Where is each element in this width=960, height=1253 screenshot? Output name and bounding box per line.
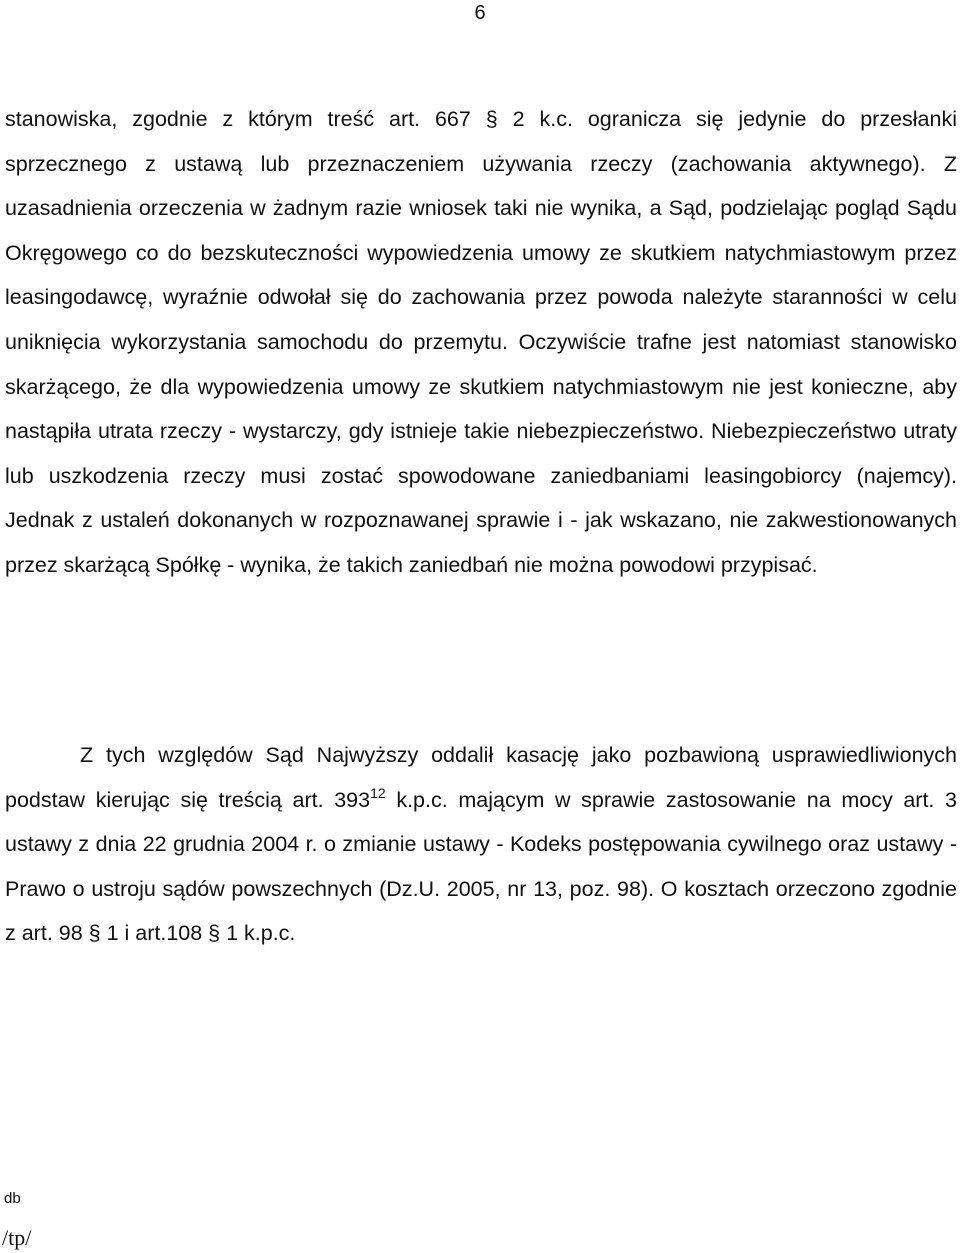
article-superscript: 12 (370, 784, 386, 801)
paragraph-reasoning: stanowiska, zgodnie z którym treść art. 667 § 2 k.c. ogranicza się jedynie do przesłanki sprzecznego z ustawą lub przeznaczeniem używania rzeczy (zachowania aktywnego). Z uzasadnienia orzeczenia w żadnym razie wniosek taki nie wynika, a Sąd, podzielając pogląd Sądu Okręgowego co do bezskuteczności wypowiedzenia umowy ze skutkiem natychmiastowym przez leasingodawcę, wyraźnie odwołał się do zachowania przez powoda należyte staranności w celu uniknięcia wykorzystania samochodu do przemytu. Oczywiście trafne jest natomiast stanowisko skarżącego, że dla wypowiedzenia umowy ze skutkiem natychmiastowym nie jest konieczne, aby nastąpiła utrata rzeczy - wystarczy, gdy istnieje takie niebezpieczeństwo. Niebezpieczeństwo utraty lub uszkodzenia rzeczy musi zostać spowodowane zaniedbaniami leasingobiorcy (najemcy). Jednak z ustaleń dokonanych w rozpoznawanej sprawie i - jak wskazano, nie zakwestionowanych przez skarżącą Spółkę - wynika, że takich zaniedbań nie można powodowi przypisać. (5, 107, 957, 577)
paragraph-conclusion (5, 733, 957, 956)
page-number: 6 (474, 2, 486, 24)
conclusion-text-end: k.p.c. mającym w sprawie zastosowanie na mocy art. 3 ustawy z dnia 22 grudnia 2004 r. o zmianie ustawy - Kodeks postępowania cywilnego oraz ustawy - Prawo o ustroju sądów powszechnych (Dz.U. 2005, nr 13, poz. 98). O kosztach orzeczono zgodnie z art. 98 § 1 i art.108 § 1 k.p.c. (5, 787, 957, 946)
conclusion-text-start: Z tych względów Sąd Najwyższy oddalił kasację jako pozbawioną usprawiedliwionych podstaw kierując się treścią art. 393 (5, 743, 957, 812)
footer-code: /tp/ (2, 1225, 32, 1250)
footer-initials: db (4, 1190, 21, 1207)
